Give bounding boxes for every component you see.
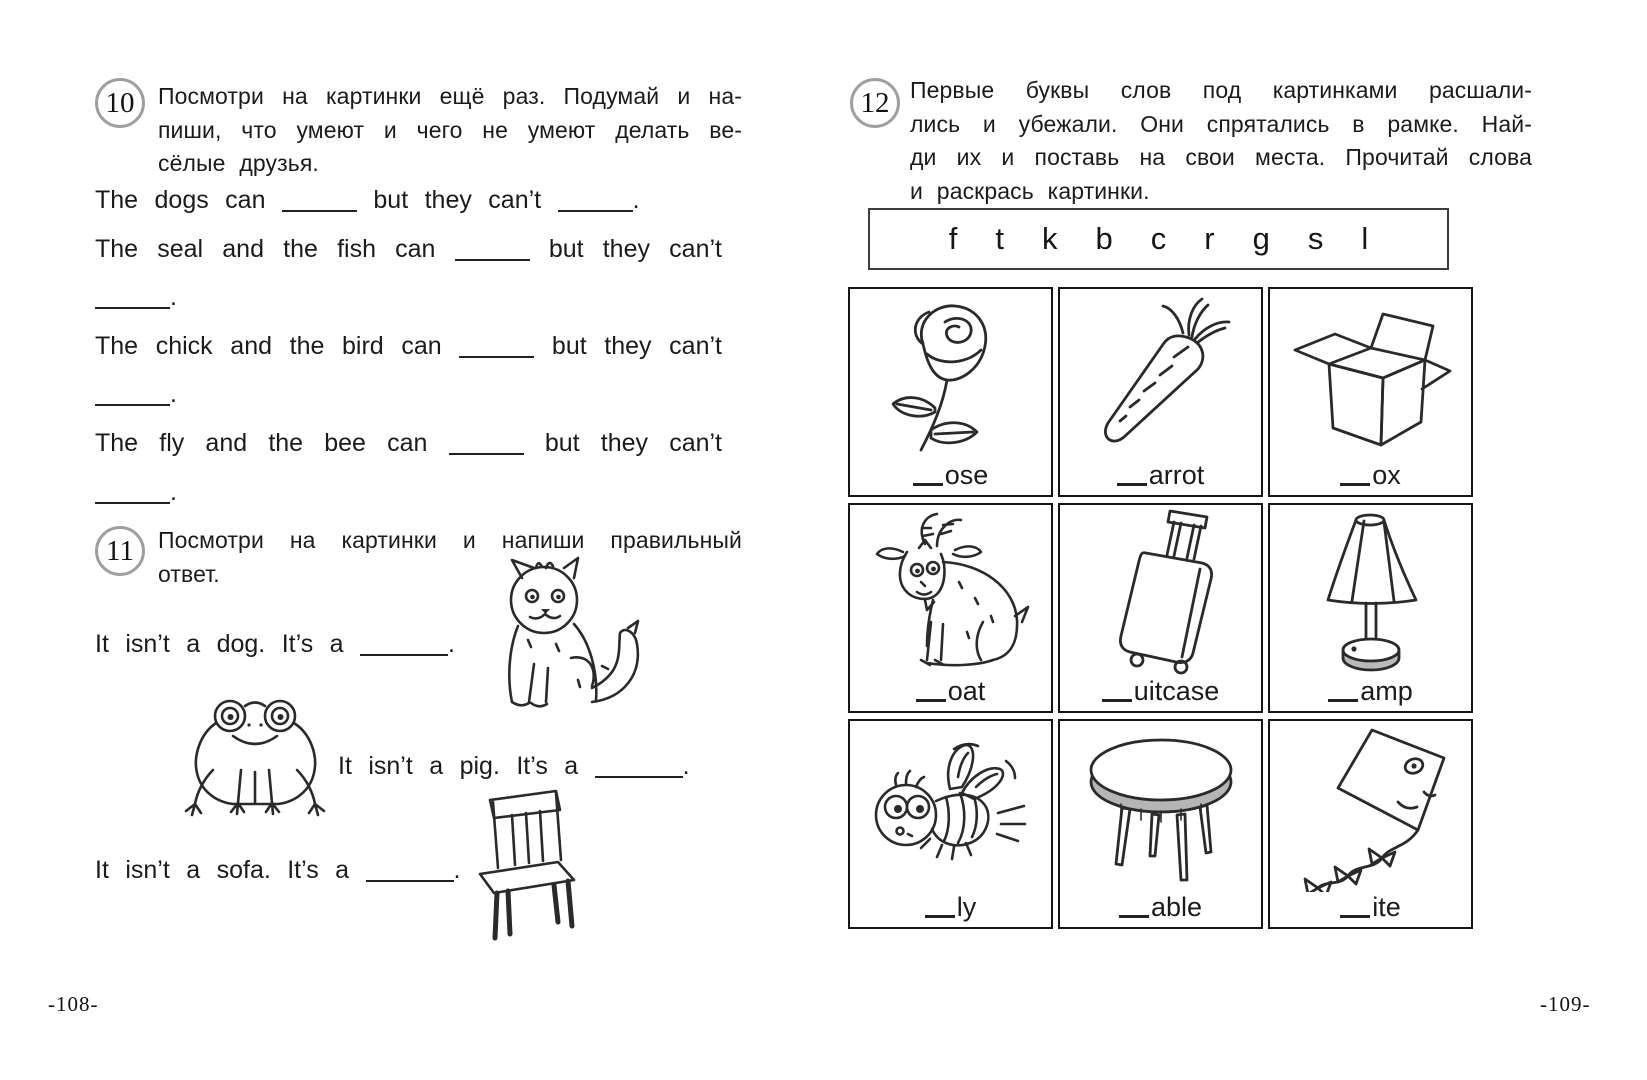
chair-icon: [472, 786, 582, 946]
sentence-text: It isn’t a pig. It’s a: [338, 752, 579, 780]
sentence-text: .: [170, 283, 177, 312]
instruction-line: и раскрась картинки.: [910, 177, 1150, 204]
missing-letter-blank: [1340, 483, 1370, 486]
word-label: [1340, 460, 1401, 490]
letter-k: k: [1042, 221, 1058, 256]
picture-card-carrot: [1058, 287, 1263, 497]
missing-letter-blank: [1340, 915, 1370, 918]
word-suffix: ox: [1372, 460, 1401, 490]
answer-blank: [449, 453, 524, 455]
word-suffix: uitcase: [1133, 676, 1220, 706]
chair-image: [472, 786, 582, 946]
letter-s: s: [1307, 221, 1324, 256]
answer-blank: [95, 404, 170, 406]
letter-l: l: [1361, 221, 1369, 256]
word-suffix: amp: [1360, 676, 1413, 706]
letter-c: c: [1150, 221, 1167, 256]
word-label: [925, 892, 977, 922]
fill-in-sentence: [95, 476, 722, 525]
word-label: [1328, 676, 1413, 706]
picture-card-fly: [848, 719, 1053, 929]
letter-frame: [868, 208, 1449, 270]
sentence-text: The seal and the fish can: [95, 234, 436, 263]
picture-card-grid: [848, 287, 1473, 929]
word-suffix: arrot: [1148, 460, 1205, 490]
answer-blank: [360, 654, 448, 656]
instruction-line: ди их и поставь на свои места. Прочитай слова: [910, 144, 1532, 170]
suitcase-icon: [1093, 505, 1228, 676]
table-icon: [1076, 728, 1246, 886]
picture-card-lamp: [1268, 503, 1473, 713]
missing-letter-blank: [1102, 699, 1132, 702]
exercise-10-number: 10: [95, 78, 145, 128]
fill-in-sentence: [95, 427, 722, 476]
picture-card-table: [1058, 719, 1263, 929]
lamp-image: [1270, 505, 1471, 676]
answer-blank: [95, 502, 170, 504]
letter-f: f: [948, 221, 958, 256]
carrot-icon: [1086, 295, 1236, 455]
sentence-chair: [95, 856, 461, 885]
answer-blank: [595, 776, 683, 778]
instruction-line: Первые буквы слов под картинками расшали-: [910, 77, 1532, 103]
letter-r: r: [1204, 221, 1215, 256]
answer-blank: [366, 880, 454, 882]
exercise-11-instruction: [158, 524, 742, 591]
missing-letter-blank: [1119, 915, 1149, 918]
answer-blank: [282, 210, 357, 212]
sentence-text: .: [170, 380, 177, 409]
sentence-text: .: [448, 630, 455, 658]
word-label: [1340, 892, 1401, 922]
carrot-image: [1060, 289, 1261, 460]
frog-icon: [183, 692, 328, 827]
box-image: [1270, 289, 1471, 460]
picture-card-kite: [1268, 719, 1473, 929]
missing-letter-blank: [1328, 699, 1358, 702]
rose-icon: [883, 292, 1018, 457]
word-suffix: ite: [1372, 892, 1401, 922]
instruction-line: пиши, что умеют и чего не умеют делать ве-: [158, 116, 742, 143]
sentence-text: .: [632, 186, 640, 214]
lamp-icon: [1308, 508, 1433, 673]
sentence-text: but they can’t: [548, 234, 722, 263]
table-image: [1060, 721, 1261, 892]
fill-in-sentence: [95, 184, 722, 233]
word-label: [913, 460, 989, 490]
instruction-line: лись и убежали. Они спрятались в рамке. Най-: [910, 110, 1532, 137]
word-suffix: ly: [956, 892, 977, 922]
sentence-text: but they can’t: [551, 331, 722, 360]
instruction-line: ответ.: [158, 560, 220, 587]
sentence-text: It isn’t a sofa. It’s a: [95, 856, 350, 884]
exercise-10-sentences: [95, 184, 722, 524]
answer-blank: [558, 210, 633, 212]
letter-g: g: [1252, 221, 1270, 256]
picture-card-goat: [848, 503, 1053, 713]
letter-t: t: [995, 221, 1005, 256]
sentence-text: The chick and the bird can: [95, 331, 442, 360]
frog-image: [183, 692, 328, 827]
picture-card-rose: [848, 287, 1053, 497]
missing-letter-blank: [916, 699, 946, 702]
goat-icon: [863, 512, 1038, 670]
sentence-text: but they can’t: [373, 186, 542, 214]
kite-icon: [1286, 721, 1456, 892]
answer-blank: [95, 307, 170, 309]
answer-blank: [455, 259, 530, 261]
exercise-12-instruction: [910, 74, 1532, 208]
sentence-text: The fly and the bee can: [95, 428, 428, 457]
fill-in-sentence: [95, 378, 722, 427]
page-number-right: -109-: [1540, 992, 1591, 1016]
sentence-text: The dogs can: [95, 186, 266, 214]
missing-letter-blank: [913, 483, 943, 486]
sentence-text: .: [170, 477, 177, 506]
page-number-left: -108-: [48, 992, 99, 1016]
goat-image: [850, 505, 1051, 676]
instruction-line: Посмотри на картинки ещё раз. Подумай и на-: [158, 83, 742, 109]
word-label: [1117, 460, 1205, 490]
letter-b: b: [1095, 221, 1113, 256]
sentence-text: It isn’t a dog. It’s a: [95, 630, 344, 658]
fill-in-sentence: [95, 330, 722, 379]
exercise-10-instruction: [158, 80, 742, 181]
fill-in-sentence: [95, 281, 722, 330]
cat-icon: [478, 556, 653, 711]
exercise-11-number: 11: [95, 526, 145, 576]
word-suffix: able: [1150, 892, 1203, 922]
picture-card-suitcase: [1058, 503, 1263, 713]
cat-image: [478, 556, 653, 711]
fly-icon: [858, 737, 1043, 877]
box-icon: [1283, 300, 1458, 450]
sentence-text: .: [453, 856, 461, 884]
kite-image: [1270, 721, 1471, 892]
answer-blank: [459, 356, 534, 358]
missing-letter-blank: [925, 915, 955, 918]
suitcase-image: [1060, 505, 1261, 676]
sentence-cat: [95, 630, 455, 659]
fill-in-sentence: [95, 233, 722, 282]
word-suffix: ose: [944, 460, 989, 490]
sentence-frog: [338, 752, 690, 781]
instruction-line: сёлые друзья.: [158, 150, 319, 176]
sentence-text: but they can’t: [544, 428, 722, 457]
exercise-12-number: 12: [850, 78, 900, 128]
word-suffix: oat: [947, 676, 986, 706]
fly-image: [850, 721, 1051, 892]
instruction-line: Посмотри на картинки и напиши правильный: [158, 527, 742, 553]
rose-image: [850, 289, 1051, 460]
word-label: [916, 676, 986, 706]
picture-card-box: [1268, 287, 1473, 497]
sentence-text: .: [682, 752, 690, 780]
word-label: [1102, 676, 1220, 706]
missing-letter-blank: [1117, 483, 1147, 486]
word-label: [1119, 892, 1202, 922]
